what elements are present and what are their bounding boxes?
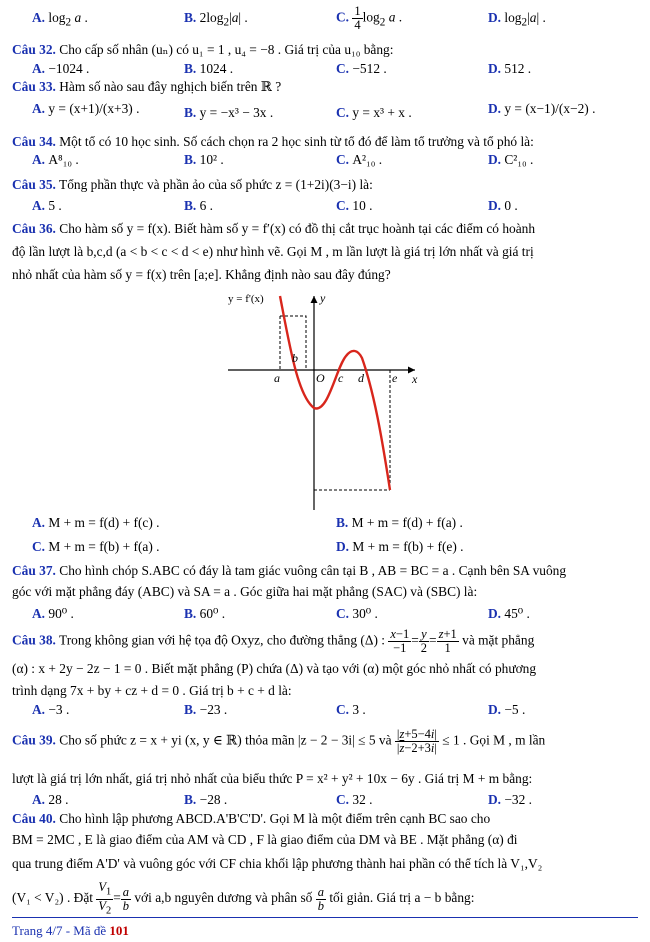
q33-option-b: B. y = −x³ − 3x . <box>184 105 274 120</box>
option-letter: C. <box>336 61 353 76</box>
q38-stem-line2: (α) : x + 2y − 2z − 1 = 0 . Biết mặt phẳng (P) chứa (Δ) và tạo với (α) một góc nhỏ nhất có phương <box>12 661 537 676</box>
option-letter: B. <box>184 198 200 213</box>
option-letter: A. <box>32 198 49 213</box>
option-letter: B. <box>184 702 200 717</box>
option-letter: D. <box>488 792 505 807</box>
graph-y-label: y <box>320 291 326 305</box>
q35-option-a: A. 5 . <box>32 198 62 213</box>
q34-option-b: B. 10² . <box>184 152 224 167</box>
q39-option-c: C. 32 . <box>336 792 373 807</box>
q33-option-d: D. y = (x−1)/(x−2) . <box>488 101 596 116</box>
option-letter: D. <box>488 606 505 621</box>
q33-option-a: A. y = (x+1)/(x+3) . <box>32 101 140 116</box>
footer-divider <box>12 917 638 918</box>
option-letter: C. <box>336 152 353 167</box>
q37-stem-line1 <box>12 562 638 579</box>
q36-stem-line1 <box>12 220 638 237</box>
q40-stem-line3: qua trung điểm A'D' và vuông góc với CF chia khối lập phương thành hai phần có thể tích là V₁,V₂ <box>12 856 543 871</box>
q32-label: Câu 32. <box>12 42 56 57</box>
q34-option-a: A. A⁸₁₀ . <box>32 152 79 167</box>
q40-text-4b: với a,b nguyên dương và phân số <box>134 890 313 906</box>
q40-label: Câu 40. <box>12 811 56 826</box>
q35-text: Tổng phần thực và phần ảo của số phức z = (1+2i)(3−i) là: <box>59 177 373 192</box>
q37-option-a: A. 90⁰ . <box>32 606 74 621</box>
q40-ab-fraction-2: $\frac{a}{b}$ <box>317 884 324 913</box>
option-letter: C. <box>32 539 49 554</box>
q36-option-a: A. M + m = f(d) + f(c) . <box>32 515 160 530</box>
q40-volume-ratio: $\frac{V_1}{V_2}$ <box>98 880 112 916</box>
option-letter: A. <box>32 61 49 76</box>
q40-text-4c: tối giản. Giá trị a − b bằng: <box>329 890 475 906</box>
option-letter: B. <box>184 792 200 807</box>
q38-option-d: D. −5 . <box>488 702 526 717</box>
graph-origin-label: O <box>316 371 325 385</box>
option-letter: C. <box>336 606 353 621</box>
graph-c-label: c <box>338 371 344 385</box>
graph-b-label: b <box>292 351 298 365</box>
graph-func-label: y = f'(x) <box>228 293 264 305</box>
graph-x-label: x <box>412 372 418 386</box>
q36-stem-line2: độ lần lượt là b,c,d (a < b < c < d < e) như hình vẽ. Gọi M , m lần lượt là giá trị lớn nhất và giá trị <box>12 244 534 259</box>
q32-stem <box>12 41 638 58</box>
option-letter: D. <box>488 702 505 717</box>
q34-text: Một tổ có 10 học sinh. Số cách chọn ra 2 học sinh từ tổ đó để làm tổ trưởng và tổ phó là: <box>59 134 534 149</box>
q37-text-1: Cho hình chóp S.ABC có đáy là tam giác vuông cân tại B , AB = BC = a . Cạnh bên SA vuông <box>59 563 567 578</box>
option-letter: C. <box>336 702 353 717</box>
q32-option-a: A. −1024 . <box>32 61 90 76</box>
option-letter: D. <box>488 101 505 116</box>
q31-option-b: B. $2\log_2|a|$ . <box>184 10 248 29</box>
q31-option-c: C. $\frac{1}{4}$ $\log_2 a$ . <box>336 4 403 32</box>
option-letter: C. <box>336 105 353 120</box>
option-letter: C. <box>336 792 353 807</box>
q35-option-c: C. 10 . <box>336 198 373 213</box>
q31-option-d: D. $\log_2|a|$ . <box>488 10 546 29</box>
q33-text: Hàm số nào sau đây nghịch biến trên ℝ ? <box>59 79 282 94</box>
q33-stem <box>12 78 638 95</box>
q38-frac-1: $\frac{x-1}{-1}$ <box>390 627 410 655</box>
q32-text: Cho cấp số nhân (uₙ) có u₁ = 1 , u₄ = −8 . Giá trị của u₁₀ bằng: <box>59 42 394 57</box>
graph-d-label: d <box>358 371 364 385</box>
option-letter: B. <box>184 152 200 167</box>
graph-e-label: e <box>392 371 398 385</box>
q37-stem-line2: góc với mặt phẳng đáy (ABC) và SA = a . Góc giữa hai mặt phẳng (SAC) và (SBC) là: <box>12 584 478 599</box>
q39-option-a: A. 28 . <box>32 792 69 807</box>
q38-text-1b: và mặt phẳng <box>462 632 535 648</box>
option-letter: A. <box>32 101 49 116</box>
q38-stem-line3: trình dạng 7x + by + cz + d = 0 . Giá trị b + c + d là: <box>12 683 292 698</box>
q36-label: Câu 36. <box>12 221 56 236</box>
q38-text-1a: Trong không gian với hệ tọa độ Oxyz, cho đường thẳng (Δ) : <box>59 632 385 648</box>
option-letter: D. <box>488 198 505 213</box>
option-letter: A. <box>32 152 49 167</box>
q34-option-c: C. A²₁₀ . <box>336 152 383 167</box>
q39-option-d: D. −32 . <box>488 792 533 807</box>
q40-stem-line4: (V₁ < V₂) . Đặt $\frac{V_1}{V_2}$ = $\frac{a}{b}$ với a,b nguyên dương và phân số $\frac{a}{b}$ tối giản. Giá trị a − b bằng: <box>12 880 475 916</box>
q35-stem <box>12 176 638 193</box>
q40-ab-fraction: $\frac{a}{b}$ <box>122 884 129 913</box>
page-footer <box>12 923 129 939</box>
option-letter: A. <box>32 792 49 807</box>
option-letter: C. <box>336 198 353 213</box>
option-letter: A. <box>32 702 49 717</box>
q32-option-c: C. −512 . <box>336 61 387 76</box>
q39-text-1b: ≤ 1 . Gọi M , m lần <box>442 732 546 748</box>
q38-frac-3: $\frac{z+1}{1}$ <box>438 627 457 655</box>
q39-modulus-fraction: $\frac{|z+5-4i|}{|\overline{z}-2+3i|}$ <box>396 727 437 755</box>
q38-option-c: C. 3 . <box>336 702 366 717</box>
q36-option-b: B. M + m = f(d) + f(a) . <box>336 515 463 530</box>
option-letter: A. <box>32 515 49 530</box>
q40-text-4a: (V₁ < V₂) . Đặt <box>12 890 93 906</box>
q40-text-1: Cho hình lập phương ABCD.A'B'C'D'. Gọi M là một điểm trên cạnh BC sao cho <box>59 811 491 826</box>
q37-option-d: D. 45⁰ . <box>488 606 530 621</box>
q34-option-d: D. C²₁₀ . <box>488 152 534 167</box>
option-letter: B. <box>336 515 352 530</box>
option-letter: B. <box>184 606 200 621</box>
option-letter: A. <box>32 606 49 621</box>
q34-label: Câu 34. <box>12 134 56 149</box>
q40-stem-line2: BM = 2MC , E là giao điểm của AM và CD , F là giao điểm của DM và BE . Mặt phẳng (α) đi <box>12 832 518 847</box>
q33-option-c: C. y = x³ + x . <box>336 105 412 120</box>
q38-frac-2: $\frac{y}{2}$ <box>420 627 428 655</box>
q33-label: Câu 33. <box>12 79 56 94</box>
q38-option-a: A. −3 . <box>32 702 70 717</box>
q31-option-a: A. $\log_2 a$ . <box>32 10 88 29</box>
q38-stem-line1: Câu 38. Trong không gian với hệ tọa độ Oxyz, cho đường thẳng (Δ) : $\frac{x-1}{-1}$ = $\frac{y}{2}$ = $\frac{z+1}{1}$ và mặt phẳng <box>12 627 535 655</box>
q37-label: Câu 37. <box>12 563 56 578</box>
q36-stem-line3: nhỏ nhất của hàm số y = f(x) trên [a;e]. Khẳng định nào sau đây đúng? <box>12 267 391 282</box>
q35-option-d: D. 0 . <box>488 198 518 213</box>
exam-code: 101 <box>109 923 129 938</box>
footer-page-text: Trang 4/7 - Mã đề <box>12 923 107 938</box>
q39-stem-line2: lượt là giá trị lớn nhất, giá trị nhỏ nhất của biểu thức P = x² + y² + 10x − 6y . Giá trị M + m bằng: <box>12 771 533 786</box>
derivative-graph <box>228 288 428 510</box>
graph-a-label: a <box>274 371 280 385</box>
q38-label: Câu 38. <box>12 632 56 648</box>
q35-option-b: B. 6 . <box>184 198 214 213</box>
option-letter: B. <box>184 105 200 120</box>
q38-option-b: B. −23 . <box>184 702 228 717</box>
q36-option-d: D. M + m = f(b) + f(e) . <box>336 539 464 554</box>
derivative-curve <box>280 296 390 490</box>
q35-label: Câu 35. <box>12 177 56 192</box>
q39-text-1a: Cho số phức z = x + yi (x, y ∈ ℝ) thỏa mãn |z − 2 − 3i| ≤ 5 và <box>59 732 392 748</box>
option-letter: D. <box>488 61 505 76</box>
q32-option-d: D. 512 . <box>488 61 532 76</box>
q36-option-c: C. M + m = f(b) + f(a) . <box>32 539 160 554</box>
q32-option-b: B. 1024 . <box>184 61 234 76</box>
option-letter: B. <box>184 61 200 76</box>
option-letter: D. <box>336 539 353 554</box>
option-letter: D. <box>488 152 505 167</box>
q34-stem <box>12 133 638 150</box>
q37-option-c: C. 30⁰ . <box>336 606 378 621</box>
q36-text-1: Cho hàm số y = f(x). Biết hàm số y = f′(x) có đồ thị cắt trục hoành tại các điểm có hoành <box>59 221 536 236</box>
q39-option-b: B. −28 . <box>184 792 228 807</box>
q39-label: Câu 39. <box>12 732 56 748</box>
q37-option-b: B. 60⁰ . <box>184 606 226 621</box>
q39-stem-line1 <box>12 728 638 755</box>
q40-stem-line1 <box>12 810 638 827</box>
